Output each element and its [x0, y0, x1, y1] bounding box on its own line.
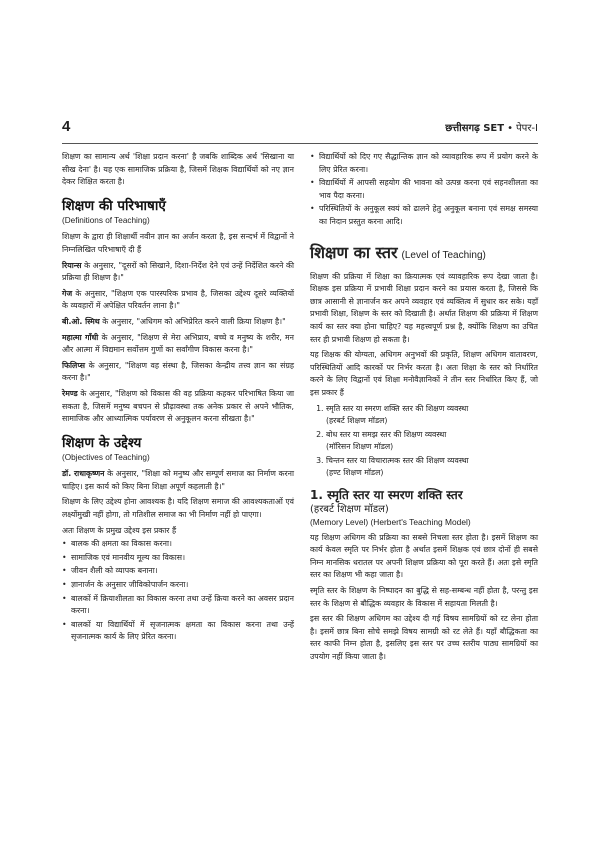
paper-label: पेपर-I — [515, 123, 538, 134]
definition-item — [62, 332, 294, 357]
definition-author: गेज — [62, 288, 73, 298]
intro-paragraph: शिक्षण का सामान्य अर्थ 'शिक्षा प्रदान करना' है जबकि शाब्दिक अर्थ 'सिखाना या सीख देना' है। यह एक सामाजिक प्रक्रिया है, जिसमें शिक्षक विद्यार्थियों को नए ज्ञान देकर शिक्षित करता है। — [62, 152, 294, 187]
header-separator: • — [507, 123, 513, 134]
definition-item — [62, 260, 294, 285]
level-paragraph-1: शिक्षण की प्रक्रिया में शिक्षा का क्रियात्मक एवं व्यावहारिक रूप देखा जाता है। शिक्षक इस प्रक्रिया में प्रभावी शिक्षा प्रदान करने का प्रयास करता है, जिससे कि छात्र आसानी से ज्ञानार्जन कर अपने व्यवहार एवं व्यक्तित्व में सुधार कर सके। यहाँ प्रभावी शिक्षा, शिक्षण के स्तर को दिखाती है। अर्थात शिक्षण की प्रक्रिया में शिक्षण कार्य का स्तर क्या होना चाहिए? यह महत्त्वपूर्ण प्रश्न है, क्योंकि शिक्षण का उचित स्तर ही प्रभावी शिक्षण हो सकता है। — [310, 271, 538, 344]
level-heading — [310, 243, 538, 265]
list-item: • सामाजिक एवं मानवीय मूल्य का विकास। — [62, 552, 294, 565]
definition-author: रियान्स — [62, 260, 82, 270]
definitions-subheading: (Definitions of Teaching) — [62, 215, 150, 225]
list-item: • ज्ञानार्जन के अनुसार जीविकोपार्जन करना। — [62, 579, 294, 592]
definition-text: के अनुसार, "अधिगम को अभिप्रेरित करने वाली क्रिया शिक्षण है।" — [99, 316, 286, 326]
right-column — [310, 151, 538, 667]
book-title: छत्तीसगढ़ SET — [445, 123, 505, 134]
memory-heading-model: (हरबर्ट शिक्षण मॉडल) — [310, 504, 389, 516]
definition-author: बी.ओ. स्मिथ — [62, 316, 100, 326]
level-paragraph-2: यह शिक्षक की योग्यता, अधिगम अनुभवों की प्रकृति, शिक्षण अधिगम वातावरण, परिस्थितियों आदि कारकों पर निर्भर करता है। अतः शिक्षा के स्तर को निर्धारित करने के लिए विद्वानों एवं शिक्षा मनोवैज्ञानिकों ने तीन स्तर निर्धारित किए हैं, जो इस प्रकार हैं — [310, 350, 538, 397]
list-item: • परिस्थितियों के अनुकूल स्वयं को ढालने हेतु अनुकूल बनाना एवं समक्ष समस्या का निदान प्रस्तुत करना आदि। — [310, 203, 538, 228]
quote-text: के अनुसार, "शिक्षा को मनुष्य और सम्पूर्ण समाज का निर्माण करना चाहिए। इस कार्य को किए बिना शिक्षा अपूर्ण कहलाती है।" — [62, 469, 295, 491]
definition-author: रेमण्ड — [62, 388, 78, 398]
level-item-title: चिन्तन स्तर या विचारात्मक स्तर की शिक्षण व्यवस्था — [326, 455, 469, 465]
level-item-title: स्मृति स्तर या स्मरण शक्ति स्तर की शिक्षण व्यवस्था — [326, 403, 469, 413]
running-header — [445, 120, 538, 134]
objectives-list-intro: अतः शिक्षण के प्रमुख उद्देश्य इस प्रकार हैं — [62, 525, 177, 535]
level-item-title: बोध स्तर या समझ स्तर की शिक्षण व्यवस्था — [326, 429, 447, 439]
definition-item — [62, 388, 294, 426]
definitions-intro: शिक्षण के द्वारा ही शिक्षार्थी नवीन ज्ञान का अर्जन करता है, इस सन्दर्भ में विद्वानों ने निम्नलिखित परिभाषाएँ दी हैं — [62, 232, 294, 254]
objectives-paragraph: शिक्षण के लिए उद्देश्य होना आवश्यक है। यदि शिक्षण समाज की आवश्यकताओं एवं लक्ष्योंमुखी नहीं होगा, तो गतिशील समाज का भी निर्माण नहीं हो पाएगा। — [62, 497, 294, 520]
levels-list — [310, 403, 538, 481]
memory-heading-english: (Memory Level) (Herbert's Teaching Model) — [310, 517, 471, 528]
level-item-model: (हरबर्ट शिक्षण मॉडल) — [326, 416, 388, 426]
definition-author: फिलिप्स — [62, 360, 86, 370]
level-item-model: (हण्ट शिक्षण मॉडल) — [326, 468, 384, 478]
definition-item — [62, 288, 294, 313]
objectives-quote — [62, 468, 294, 493]
list-item: • विद्यार्थियों को दिए गए सैद्धान्तिक ज्ञान को व्यावहारिक रूप में प्रयोग करने के लिए प्रेरित करना। — [310, 151, 538, 176]
memory-paragraph-3: इस स्तर की शिक्षण अधिगम का उद्देश्य दी गई विषय सामग्रियों को रट लेना होता है। इसमें छात्र बिना सोचे समझे विषय सामग्री को रट लेते हैं। यहाँ बौद्धिकता का स्तर काफी निम्न होता है, इसलिए इस स्तर पर उच्च स्तरीय पाठ्य सामग्रियों का उपयोग नहीं किया जाता है। — [310, 614, 538, 661]
page-header — [62, 118, 538, 140]
list-item: • बालकों या विद्यार्थियों में सृजनात्मक क्षमता का विकास करना तथा उन्हें सृजनात्मक कार्य के लिए प्रेरित करना। — [62, 619, 294, 644]
definition-text: के अनुसार, "शिक्षण से मेरा अभिप्राय, बच्चे व मनुष्य के शरीर, मन और आत्मा में विद्यमान सर्वोत्तम गुणों का सर्वांगीण विकास करना है।" — [62, 332, 294, 355]
memory-paragraph-1: यह शिक्षण अधिगम की प्रक्रिया का सबसे निचला स्तर होता है। इसमें शिक्षण का कार्य केवल स्मृति पर निर्भर होता है अर्थात इसमें शिक्षक एवं छात्र दोनों ही सबसे निम्न मानसिक धरातल पर अपनी शिक्षण प्रक्रिया को पूरा करते हैं। अतः इसे स्मृति स्तर का शिक्षण भी कहा जाता है। — [310, 532, 538, 580]
level-item-model: (मॉरिसन शिक्षण मॉडल) — [326, 442, 394, 452]
definition-item — [62, 360, 294, 385]
memory-heading: 1. स्मृति स्तर या स्मरण शक्ति स्तर — [310, 488, 463, 503]
objectives-list — [62, 538, 294, 644]
memory-paragraph-2: स्मृति स्तर के शिक्षण के निष्पादन का बुद्धि से सह-सम्बन्ध नहीं होता है, परन्तु इस स्तर के शिक्षण से बौद्धिक व्यवहार के विकास में सहायता मिलती है। — [310, 586, 538, 608]
list-item: • जीवन शैली को व्यापक बनाना। — [62, 565, 294, 578]
list-item — [326, 455, 538, 480]
definition-item — [62, 316, 294, 329]
definition-text: के अनुसार, "शिक्षण को विकास की वह प्रक्रिया कहकर परिभाषित किया जा सकता है, जिसमें मनुष्य बचपन से प्रौढ़ावस्था तक अनेक प्रकार से अपने भौतिक, सामाजिक और आध्यात्मिक पर्यावरण से अनुकूलन करना सीखता है।" — [62, 388, 294, 424]
definition-text: के अनुसार, "दूसरों को सिखाने, दिशा-निर्देश देने एवं उन्हें निर्देशित करने की प्रक्रिया ही शिक्षण है।" — [62, 260, 294, 283]
objectives-list-continued — [310, 151, 538, 229]
list-item: • बालक की क्षमता का विकास करना। — [62, 538, 294, 551]
list-item: • विद्यार्थियों में आपसी सहयोग की भावना को उत्पन्न करना एवं सहनशीलता का भाव पैदा करना। — [310, 177, 538, 202]
list-item — [326, 403, 538, 428]
level-subheading: (Level of Teaching) — [401, 249, 486, 261]
list-item: • बालकों में क्रियाशीलता का विकास करना तथा उन्हें क्रिया करने का अवसर प्रदान करना। — [62, 593, 294, 618]
level-heading-text: शिक्षण का स्तर — [310, 242, 398, 262]
objectives-heading: शिक्षण के उद्देश्य — [62, 434, 142, 451]
definition-author: महात्मा गाँधी — [62, 332, 99, 342]
header-rule — [62, 143, 538, 144]
objectives-subheading: (Objectives of Teaching) — [62, 452, 150, 462]
definition-text: के अनुसार, "शिक्षण वह संस्था है, जिसका केन्द्रीय तत्त्व ज्ञान का संग्रह करना है।" — [62, 360, 294, 383]
definitions-heading: शिक्षण की परिभाषाएँ — [62, 197, 166, 214]
definition-text: के अनुसार, "शिक्षण एक पारस्परिक प्रभाव है, जिसका उद्देश्य दूसरे व्यक्तियों के व्यवहारों में अपेक्षित परिवर्तन लाना है।" — [62, 288, 294, 311]
left-column — [62, 151, 294, 647]
quote-author: डॉ. राधाकृष्णन — [62, 469, 105, 479]
page-number: 4 — [62, 118, 71, 135]
list-item — [326, 429, 538, 454]
